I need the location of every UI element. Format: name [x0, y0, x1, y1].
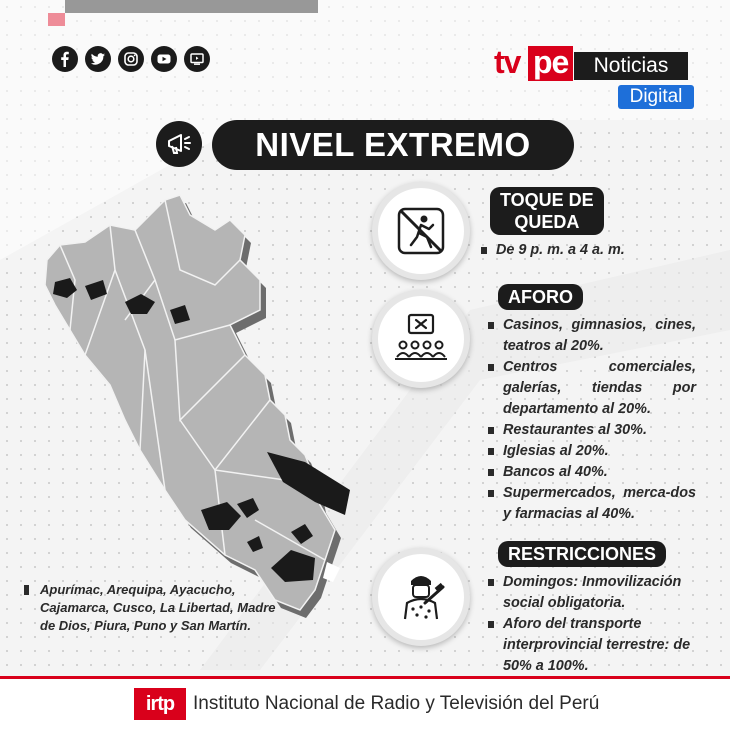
- list-item: Bancos al 40%.: [488, 462, 696, 483]
- curfew-list: [481, 240, 711, 261]
- instagram-icon[interactable]: [118, 46, 144, 72]
- curfew-label-line2: QUEDA: [514, 212, 580, 232]
- list-item: Iglesias al 20%.: [488, 441, 696, 462]
- capacity-list: [488, 315, 696, 525]
- page-title: NIVEL EXTREMO: [212, 120, 574, 170]
- restrictions-list: [488, 572, 710, 677]
- curfew-circle: [372, 182, 470, 280]
- facebook-icon[interactable]: [52, 46, 78, 72]
- soldier-icon: [391, 567, 451, 627]
- capacity-circle: [372, 290, 470, 388]
- tv-icon[interactable]: [184, 46, 210, 72]
- regions-text: Apurímac, Arequipa, Ayacucho, Cajamarca, Cusco, La Libertad, Madre de Dios, Piura, Puno y San Martín.: [24, 581, 292, 635]
- no-walking-icon: [391, 201, 451, 261]
- logo-noticias: Noticias: [574, 52, 688, 80]
- youtube-icon[interactable]: [151, 46, 177, 72]
- list-item: Centros comerciales, galerías, tiendas por departamento al 20%.: [488, 357, 696, 420]
- list-item: Domingos: Inmovilización social obligatoria.: [488, 572, 710, 614]
- logo-tv: tv: [494, 44, 521, 80]
- capacity-label: AFORO: [498, 284, 583, 310]
- list-item: De 9 p. m. a 4 a. m.: [481, 240, 711, 261]
- list-item: Supermercados, merca-dos y farmacias al 40%.: [488, 483, 696, 525]
- list-item: Aforo del transporte interprovincial terrestre: de 50% a 100%.: [488, 614, 710, 677]
- twitter-icon[interactable]: [85, 46, 111, 72]
- crowd-capacity-icon: [391, 309, 451, 369]
- logo-digital: Digital: [618, 85, 694, 109]
- list-item: Restaurantes al 30%.: [488, 420, 696, 441]
- social-icons: [52, 46, 210, 72]
- restrictions-circle: [372, 548, 470, 646]
- restrictions-label: RESTRICCIONES: [498, 541, 666, 567]
- logo-pe: pe: [528, 46, 573, 81]
- curfew-label: [490, 187, 604, 235]
- megaphone-icon: [156, 121, 202, 167]
- footer-text: Instituto Nacional de Radio y Televisión del Perú: [193, 693, 600, 714]
- irtp-logo: irtp: [134, 688, 186, 720]
- list-item: Casinos, gimnasios, cines, teatros al 20%.: [488, 315, 696, 357]
- curfew-label-line1: TOQUE DE: [500, 190, 594, 210]
